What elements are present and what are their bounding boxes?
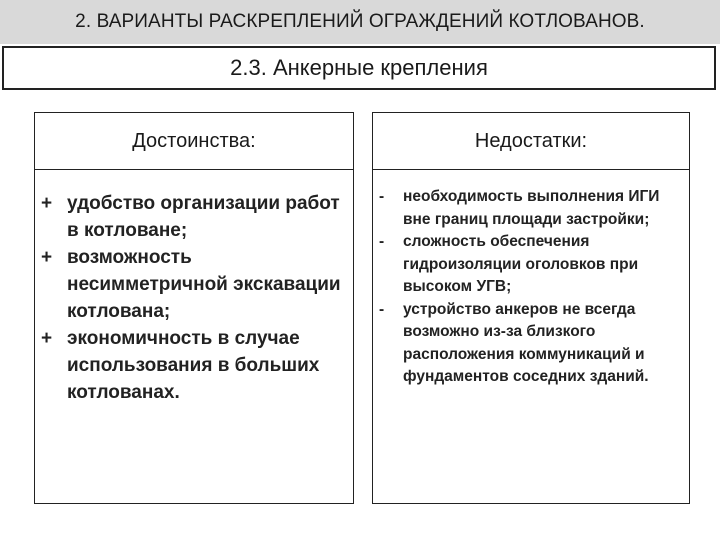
dash-marker: - [379,300,385,318]
advantage-text: экономичность в случае использования в больших котлованах. [67,328,320,403]
advantages-panel [34,112,354,504]
disadvantages-panel [372,112,690,504]
plus-marker: + [41,247,53,268]
slide-title: 2. ВАРИАНТЫ РАСКРЕПЛЕНИЙ ОГРАЖДЕНИЙ КОТЛОВАНОВ. [75,11,645,32]
header-band [0,0,720,44]
slide-subtitle: 2.3. Анкерные крепления [230,55,488,80]
advantage-item [41,325,345,406]
disadvantage-text: необходимость выполнения ИГИ вне границ площади застройки; [403,188,660,228]
disadvantage-item [377,231,683,299]
advantage-item [41,190,345,244]
advantage-text: удобство организации работ в котловане; [67,193,340,241]
advantage-item [41,244,345,325]
subtitle-box [2,46,716,90]
disadvantage-item [377,186,683,231]
dash-marker: - [379,188,385,205]
dash-marker: - [379,233,385,250]
disadvantage-item [377,299,683,389]
plus-marker: + [41,328,53,349]
advantages-list [35,170,353,406]
disadvantages-list [373,170,689,389]
advantage-text: возможность несимметричной экскавации котлована; [67,247,341,322]
disadvantages-heading: Недостатки: [373,113,689,170]
advantages-heading: Достоинства: [35,113,353,170]
disadvantage-text: сложность обеспечения гидроизоляции оголовков при высоком УГВ; [403,233,639,295]
plus-marker: + [41,193,53,214]
disadvantage-text: устройство анкеров не всегда возможно из-за близкого расположения коммуникаций и фундаментов соседних зданий. [403,300,649,385]
